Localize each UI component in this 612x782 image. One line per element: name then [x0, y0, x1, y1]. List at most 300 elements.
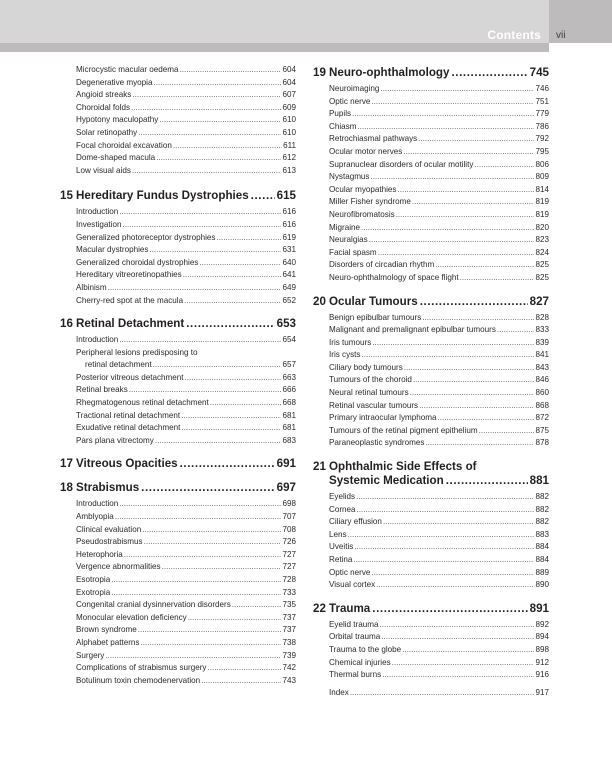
toc-entry[interactable]: [329, 619, 549, 632]
toc-entry[interactable]: [329, 579, 549, 592]
leader-dots: [381, 631, 534, 644]
entry-title: Primary intraocular lymphoma: [329, 413, 437, 423]
entry-title: Orbital trauma: [329, 632, 381, 642]
entry-title: Uveitis: [329, 542, 354, 552]
entry-page-number: 738: [282, 637, 296, 647]
entry-page-number: 792: [535, 134, 549, 144]
toc-entry[interactable]: [329, 362, 549, 375]
leader-dots: [361, 222, 534, 235]
leader-dots: [115, 511, 282, 524]
chapter-title: Neuro-ophthalmology: [329, 66, 450, 79]
entry-page-number: 823: [535, 235, 549, 245]
leader-dots: [185, 372, 282, 385]
toc-entry[interactable]: [329, 146, 549, 159]
entry-title: Eyelids: [329, 492, 356, 502]
leader-dots: [392, 657, 535, 670]
entry-page-number: 843: [535, 362, 549, 372]
leader-dots: [378, 247, 535, 260]
entry-title-cont: retinal detachment: [85, 360, 152, 370]
entry-title: Disorders of circadian rhythm: [329, 260, 435, 270]
entry-title: Migraine: [329, 222, 361, 232]
leader-dots: [142, 524, 281, 537]
chapter-entries: [60, 206, 296, 307]
toc-entry[interactable]: [329, 96, 549, 109]
leader-dots: [348, 529, 535, 542]
toc-entry[interactable]: [76, 89, 296, 102]
toc-entry[interactable]: [76, 127, 296, 140]
toc-entry[interactable]: [329, 349, 549, 362]
leader-dots: [153, 77, 281, 90]
entry-title: Malignant and premalignant epibulbar tumours: [329, 325, 496, 335]
chapter-heading[interactable]: [313, 460, 549, 488]
entry-page-number: 742: [282, 663, 296, 673]
toc-entry[interactable]: [76, 114, 296, 127]
chapter-page-number: 827: [529, 294, 549, 308]
header-underline-band: [0, 43, 549, 52]
entry-page-number: 631: [282, 245, 296, 255]
toc-entry[interactable]: [76, 206, 296, 219]
toc-entry[interactable]: [76, 152, 296, 165]
entry-page-number: 681: [282, 410, 296, 420]
toc-entry[interactable]: [329, 171, 549, 184]
entry-title: Vergence abnormalities: [76, 562, 161, 572]
leader-dots: [451, 66, 527, 80]
toc-entry[interactable]: [76, 410, 296, 423]
leader-dots: [111, 587, 281, 600]
leader-dots: [382, 669, 534, 682]
toc-entry[interactable]: [76, 599, 296, 612]
toc-entry[interactable]: [329, 387, 549, 400]
chapter-heading-line1: [313, 460, 549, 474]
toc-entry[interactable]: [76, 232, 296, 245]
leader-dots: [371, 96, 534, 109]
chapter-number: 17: [60, 457, 73, 471]
chapter-heading[interactable]: [60, 481, 296, 495]
entry-page-number: 641: [282, 270, 296, 280]
toc-entry[interactable]: [329, 196, 549, 209]
entry-title: Amblyopia: [76, 512, 114, 522]
entry-page-number: 604: [282, 77, 296, 87]
chapter-entries: [313, 619, 549, 682]
toc-entry[interactable]: [329, 209, 549, 222]
leader-dots: [131, 102, 281, 115]
chapter-number: 20: [313, 294, 326, 308]
leader-dots: [372, 602, 527, 616]
leader-dots: [497, 324, 535, 337]
entry-page-number: 786: [535, 121, 549, 131]
entry-page-number: 726: [282, 537, 296, 547]
leader-dots: [138, 624, 282, 637]
toc-entry[interactable]: [76, 498, 296, 511]
toc-right-column: [313, 66, 549, 699]
entry-page-number: 839: [535, 337, 549, 347]
entry-page-number: 875: [535, 425, 549, 435]
entry-page-number: 819: [535, 209, 549, 219]
entry-title: Paraneoplastic syndromes: [329, 438, 425, 448]
leader-dots: [479, 425, 535, 438]
entry-page-number: 912: [535, 657, 549, 667]
toc-entry[interactable]: [76, 624, 296, 637]
leader-dots: [460, 272, 535, 285]
entry-page-number: 824: [535, 247, 549, 257]
chapter-title-cont: Systemic Medication: [329, 474, 444, 488]
toc-entry[interactable]: [329, 121, 549, 134]
toc-entry[interactable]: [76, 561, 296, 574]
leader-dots: [173, 140, 282, 153]
leader-dots: [352, 108, 534, 121]
leader-dots: [251, 189, 275, 203]
toc-entry[interactable]: [76, 244, 296, 257]
entry-page-number: 610: [282, 127, 296, 137]
chapter-number: 21: [313, 460, 326, 474]
entry-title: Solar retinopathy: [76, 127, 138, 137]
leader-dots: [186, 317, 274, 331]
leader-dots: [201, 675, 281, 688]
toc-entry[interactable]: [76, 219, 296, 232]
entry-page-number: 607: [282, 90, 296, 100]
entry-page-number: 889: [535, 567, 549, 577]
toc-entry[interactable]: [76, 397, 296, 410]
entry-page-number: 698: [282, 499, 296, 509]
entry-page-number: 819: [535, 197, 549, 207]
chapter-heading[interactable]: [313, 602, 549, 616]
entry-page-number: 657: [282, 360, 296, 370]
toc-entry[interactable]: [329, 259, 549, 272]
leader-dots: [141, 481, 275, 495]
entry-title: Cornea: [329, 504, 356, 514]
leader-dots: [371, 567, 534, 580]
toc-entry[interactable]: [76, 269, 296, 282]
toc-entry[interactable]: [329, 657, 549, 670]
entry-page-number: 809: [535, 172, 549, 182]
leader-dots: [425, 437, 534, 450]
toc-entry[interactable]: [76, 64, 296, 77]
entry-page-number: 613: [282, 165, 296, 175]
toc-entry[interactable]: [76, 435, 296, 448]
toc-entry[interactable]: [329, 374, 549, 387]
entry-page-number: 890: [535, 580, 549, 590]
entry-page-number: 883: [535, 529, 549, 539]
toc-entry[interactable]: [329, 567, 549, 580]
entry-page-number: 708: [282, 524, 296, 534]
entry-page-number: 668: [282, 398, 296, 408]
entry-title: Tumours of the choroid: [329, 375, 412, 385]
toc-entry[interactable]: [329, 324, 549, 337]
chapter-number: 18: [60, 481, 73, 495]
entry-page-number: 666: [282, 385, 296, 395]
entry-title: Optic nerve: [329, 567, 371, 577]
chapter-heading[interactable]: [60, 457, 296, 471]
toc-entry[interactable]: [329, 234, 549, 247]
leader-dots: [105, 650, 281, 663]
chapter-heading[interactable]: [60, 189, 296, 203]
entry-page-number: 916: [535, 670, 549, 680]
entry-title: Cherry-red spot at the macula: [76, 295, 184, 305]
entry-title: Neuro-ophthalmology of space flight: [329, 272, 459, 282]
leader-dots: [216, 232, 281, 245]
entry-title: Retinal breaks: [76, 385, 128, 395]
entry-title: Heterophoria: [76, 549, 123, 559]
entry-title: Focal choroidal excavation: [76, 140, 172, 150]
toc-entry[interactable]: [76, 372, 296, 385]
entry-title: Exotropia: [76, 587, 111, 597]
leader-dots: [383, 516, 535, 529]
leader-dots: [413, 374, 535, 387]
toc-entry[interactable]: [76, 422, 296, 435]
entry-page-number: 882: [535, 517, 549, 527]
leader-dots: [397, 184, 534, 197]
entry-title: Albinism: [76, 282, 107, 292]
toc-entry[interactable]: [329, 437, 549, 450]
leader-dots: [155, 435, 282, 448]
entry-page-number: 611: [283, 140, 296, 150]
entry-title: Chemical injuries: [329, 657, 391, 667]
toc-entry[interactable]: [76, 675, 296, 688]
chapter-heading-line2: [313, 474, 549, 488]
leader-dots: [132, 165, 282, 178]
entry-page-number: 728: [282, 575, 296, 584]
entry-page-number: 733: [282, 587, 296, 597]
leader-dots: [181, 422, 281, 435]
leader-dots: [162, 561, 282, 574]
chapter-entries: [313, 83, 549, 285]
toc-entry[interactable]: [329, 272, 549, 285]
entry-title: Esotropia: [76, 575, 111, 584]
entry-title: Choroidal folds: [76, 102, 130, 112]
entry-page-number: 820: [535, 222, 549, 232]
entry-page-number: 779: [535, 109, 549, 119]
entry-page-number: 649: [282, 282, 296, 292]
entry-page-number: 795: [535, 146, 549, 156]
chapter-title: Ophthalmic Side Effects of: [329, 460, 477, 474]
entry-title: Ocular motor nerves: [329, 146, 403, 156]
toc-entry[interactable]: [76, 282, 296, 295]
leader-dots: [419, 400, 534, 413]
leader-dots: [108, 282, 282, 295]
toc-entry[interactable]: [329, 159, 549, 172]
entry-page-number: 878: [535, 438, 549, 448]
toc-entry[interactable]: [76, 384, 296, 397]
toc-entry[interactable]: [329, 133, 549, 146]
toc-entry[interactable]: [329, 541, 549, 554]
chapter-title: Retinal Detachment: [76, 317, 185, 331]
leader-dots: [376, 579, 534, 592]
leader-dots: [354, 541, 534, 554]
toc-entry[interactable]: [76, 77, 296, 90]
leader-dots: [370, 171, 534, 184]
entry-title: Index: [329, 687, 349, 697]
chapter-page-number: 881: [529, 474, 549, 488]
entry-page-number: 735: [282, 600, 296, 610]
toc-entry[interactable]: [76, 662, 296, 675]
leader-dots: [350, 687, 535, 700]
toc-entry[interactable]: [329, 516, 549, 529]
chapter-heading[interactable]: [313, 66, 549, 80]
entry-title: Clinical evaluation: [76, 524, 142, 534]
entry-page-number: 868: [535, 400, 549, 410]
entry-page-number: 737: [282, 625, 296, 635]
entry-page-number: 707: [282, 512, 296, 522]
entry-title: Thermal burns: [329, 670, 382, 680]
entry-title: Pupils: [329, 109, 352, 119]
entry-page-number: 825: [535, 272, 549, 282]
entry-page-number: 610: [282, 115, 296, 125]
toc-entry[interactable]: [76, 140, 296, 153]
toc-entry[interactable]: [76, 536, 296, 549]
entry-title: Neuralgias: [329, 235, 368, 245]
toc-entry-title-line1: [76, 347, 296, 360]
leader-dots: [132, 89, 281, 102]
toc-entry[interactable]: [76, 165, 296, 178]
entry-page-number: 882: [535, 504, 549, 514]
toc-entry[interactable]: [76, 334, 296, 347]
leader-dots: [232, 599, 282, 612]
chapter-page-number: 891: [529, 601, 549, 615]
entry-title: Miller Fisher syndrome: [329, 197, 411, 207]
leader-dots: [403, 146, 534, 159]
leader-dots: [446, 474, 528, 488]
toc-entry[interactable]: [329, 247, 549, 260]
entry-page-number: 833: [535, 325, 549, 335]
leader-dots: [199, 257, 281, 270]
toc-entry[interactable]: [329, 425, 549, 438]
entry-title: Introduction: [76, 499, 119, 509]
leader-dots: [183, 269, 282, 282]
entry-title: Exudative retinal detachment: [76, 423, 181, 433]
toc-entry[interactable]: [76, 295, 296, 308]
chapter-title: Vitreous Opacities: [76, 457, 178, 471]
leader-dots: [357, 504, 535, 517]
leader-dots: [138, 127, 281, 140]
leader-dots: [438, 412, 535, 425]
entry-page-number: 737: [282, 612, 296, 622]
toc-entry[interactable]: [329, 669, 549, 682]
toc-entry[interactable]: [76, 257, 296, 270]
entry-page-number: 814: [535, 184, 549, 194]
page-number: vii: [556, 30, 566, 41]
entry-page-number: 612: [282, 153, 296, 163]
entry-title: Benign epibulbar tumours: [329, 312, 422, 322]
entry-page-number: 892: [535, 619, 549, 629]
toc-entry[interactable]: [329, 184, 549, 197]
leader-dots: [369, 234, 535, 247]
leader-dots: [357, 121, 534, 134]
leader-dots: [474, 159, 534, 172]
entry-title: Hereditary vitreoretinopathies: [76, 270, 182, 280]
entry-title: Facial spasm: [329, 247, 377, 257]
toc-entry[interactable]: [76, 347, 296, 372]
entry-title: Ciliary body tumours: [329, 362, 403, 372]
toc-entry[interactable]: [329, 108, 549, 121]
entry-page-number: 727: [282, 549, 296, 559]
entry-title: Botulinum toxin chemodenervation: [76, 675, 201, 685]
entry-title: Rhegmatogenous retinal detachment: [76, 398, 209, 408]
chapter-heading[interactable]: [60, 317, 296, 331]
entry-page-number: 663: [282, 372, 296, 382]
toc-entry[interactable]: [76, 524, 296, 537]
toc-entry-index[interactable]: [329, 687, 549, 700]
toc-entry[interactable]: [329, 312, 549, 325]
entry-page-number: 828: [535, 312, 549, 322]
toc-entry[interactable]: [329, 222, 549, 235]
entry-page-number: 898: [535, 644, 549, 654]
chapter-heading[interactable]: [313, 295, 549, 309]
toc-entry[interactable]: [76, 549, 296, 562]
entry-title: Macular dystrophies: [76, 245, 149, 255]
toc-entry[interactable]: [329, 504, 549, 517]
entry-title: Neuroimaging: [329, 84, 380, 93]
entry-title: Generalized choroidal dystrophies: [76, 257, 199, 267]
entry-title: Iris tumours: [329, 337, 372, 347]
entry-page-number: 841: [535, 350, 549, 360]
toc-entry[interactable]: [329, 412, 549, 425]
leader-dots: [119, 206, 281, 219]
entry-title: Tumours of the retinal pigment epithelium: [329, 425, 478, 435]
entry-title: Trauma to the globe: [329, 644, 402, 654]
chapter-title: Ocular Tumours: [329, 294, 418, 308]
toc-entry[interactable]: [329, 337, 549, 350]
toc-entry[interactable]: [329, 83, 549, 96]
entry-title: Introduction: [76, 335, 119, 345]
toc-entry[interactable]: [329, 644, 549, 657]
toc-entry[interactable]: [329, 529, 549, 542]
toc-entry-title-line2: [76, 359, 296, 372]
entry-title: Hypotony maculopathy: [76, 115, 159, 125]
toc-entry[interactable]: [329, 491, 549, 504]
entry-page-number: 616: [282, 219, 296, 229]
leader-dots: [207, 662, 281, 675]
toc-entry[interactable]: [329, 400, 549, 413]
toc-entry[interactable]: [329, 631, 549, 644]
leader-dots: [422, 312, 534, 325]
entry-title: Peripheral lesions predisposing to: [76, 347, 198, 357]
leader-dots: [353, 554, 534, 567]
entry-page-number: 652: [282, 295, 296, 305]
entry-title: Neurofibromatosis: [329, 209, 395, 219]
toc-entry[interactable]: [76, 650, 296, 663]
entry-title: Retina: [329, 555, 353, 564]
entry-page-number: 739: [282, 650, 296, 660]
entry-page-number: 743: [282, 675, 296, 685]
entry-title: Monocular elevation deficiency: [76, 612, 187, 622]
chapter-title: Hereditary Fundus Dystrophies: [76, 189, 249, 203]
entry-page-number: 619: [282, 232, 296, 242]
entry-title: Eyelid trauma: [329, 619, 379, 629]
entry-title: Microcystic macular oedema: [76, 65, 179, 74]
entry-page-number: 683: [282, 435, 296, 445]
entry-page-number: 604: [282, 65, 296, 74]
entry-title: Posterior vitreous detachment: [76, 372, 184, 382]
toc-entry[interactable]: [76, 637, 296, 650]
leader-dots: [181, 410, 281, 423]
toc-entry[interactable]: [76, 587, 296, 600]
toc-left-column: [60, 64, 296, 687]
entry-title: Supranuclear disorders of ocular motility: [329, 159, 474, 169]
toc-entry[interactable]: [76, 612, 296, 625]
toc-entry[interactable]: [329, 554, 549, 567]
entry-title: Neural retinal tumours: [329, 388, 409, 398]
toc-entry[interactable]: [76, 574, 296, 587]
entry-page-number: 640: [282, 257, 296, 267]
toc-entry[interactable]: [76, 102, 296, 115]
chapter-entries: [60, 498, 296, 687]
leader-dots: [184, 295, 281, 308]
leader-dots: [124, 549, 282, 562]
toc-entry[interactable]: [76, 511, 296, 524]
header-bar: [0, 0, 549, 43]
entry-page-number: 654: [282, 335, 296, 345]
chapter-entries: [313, 312, 549, 451]
